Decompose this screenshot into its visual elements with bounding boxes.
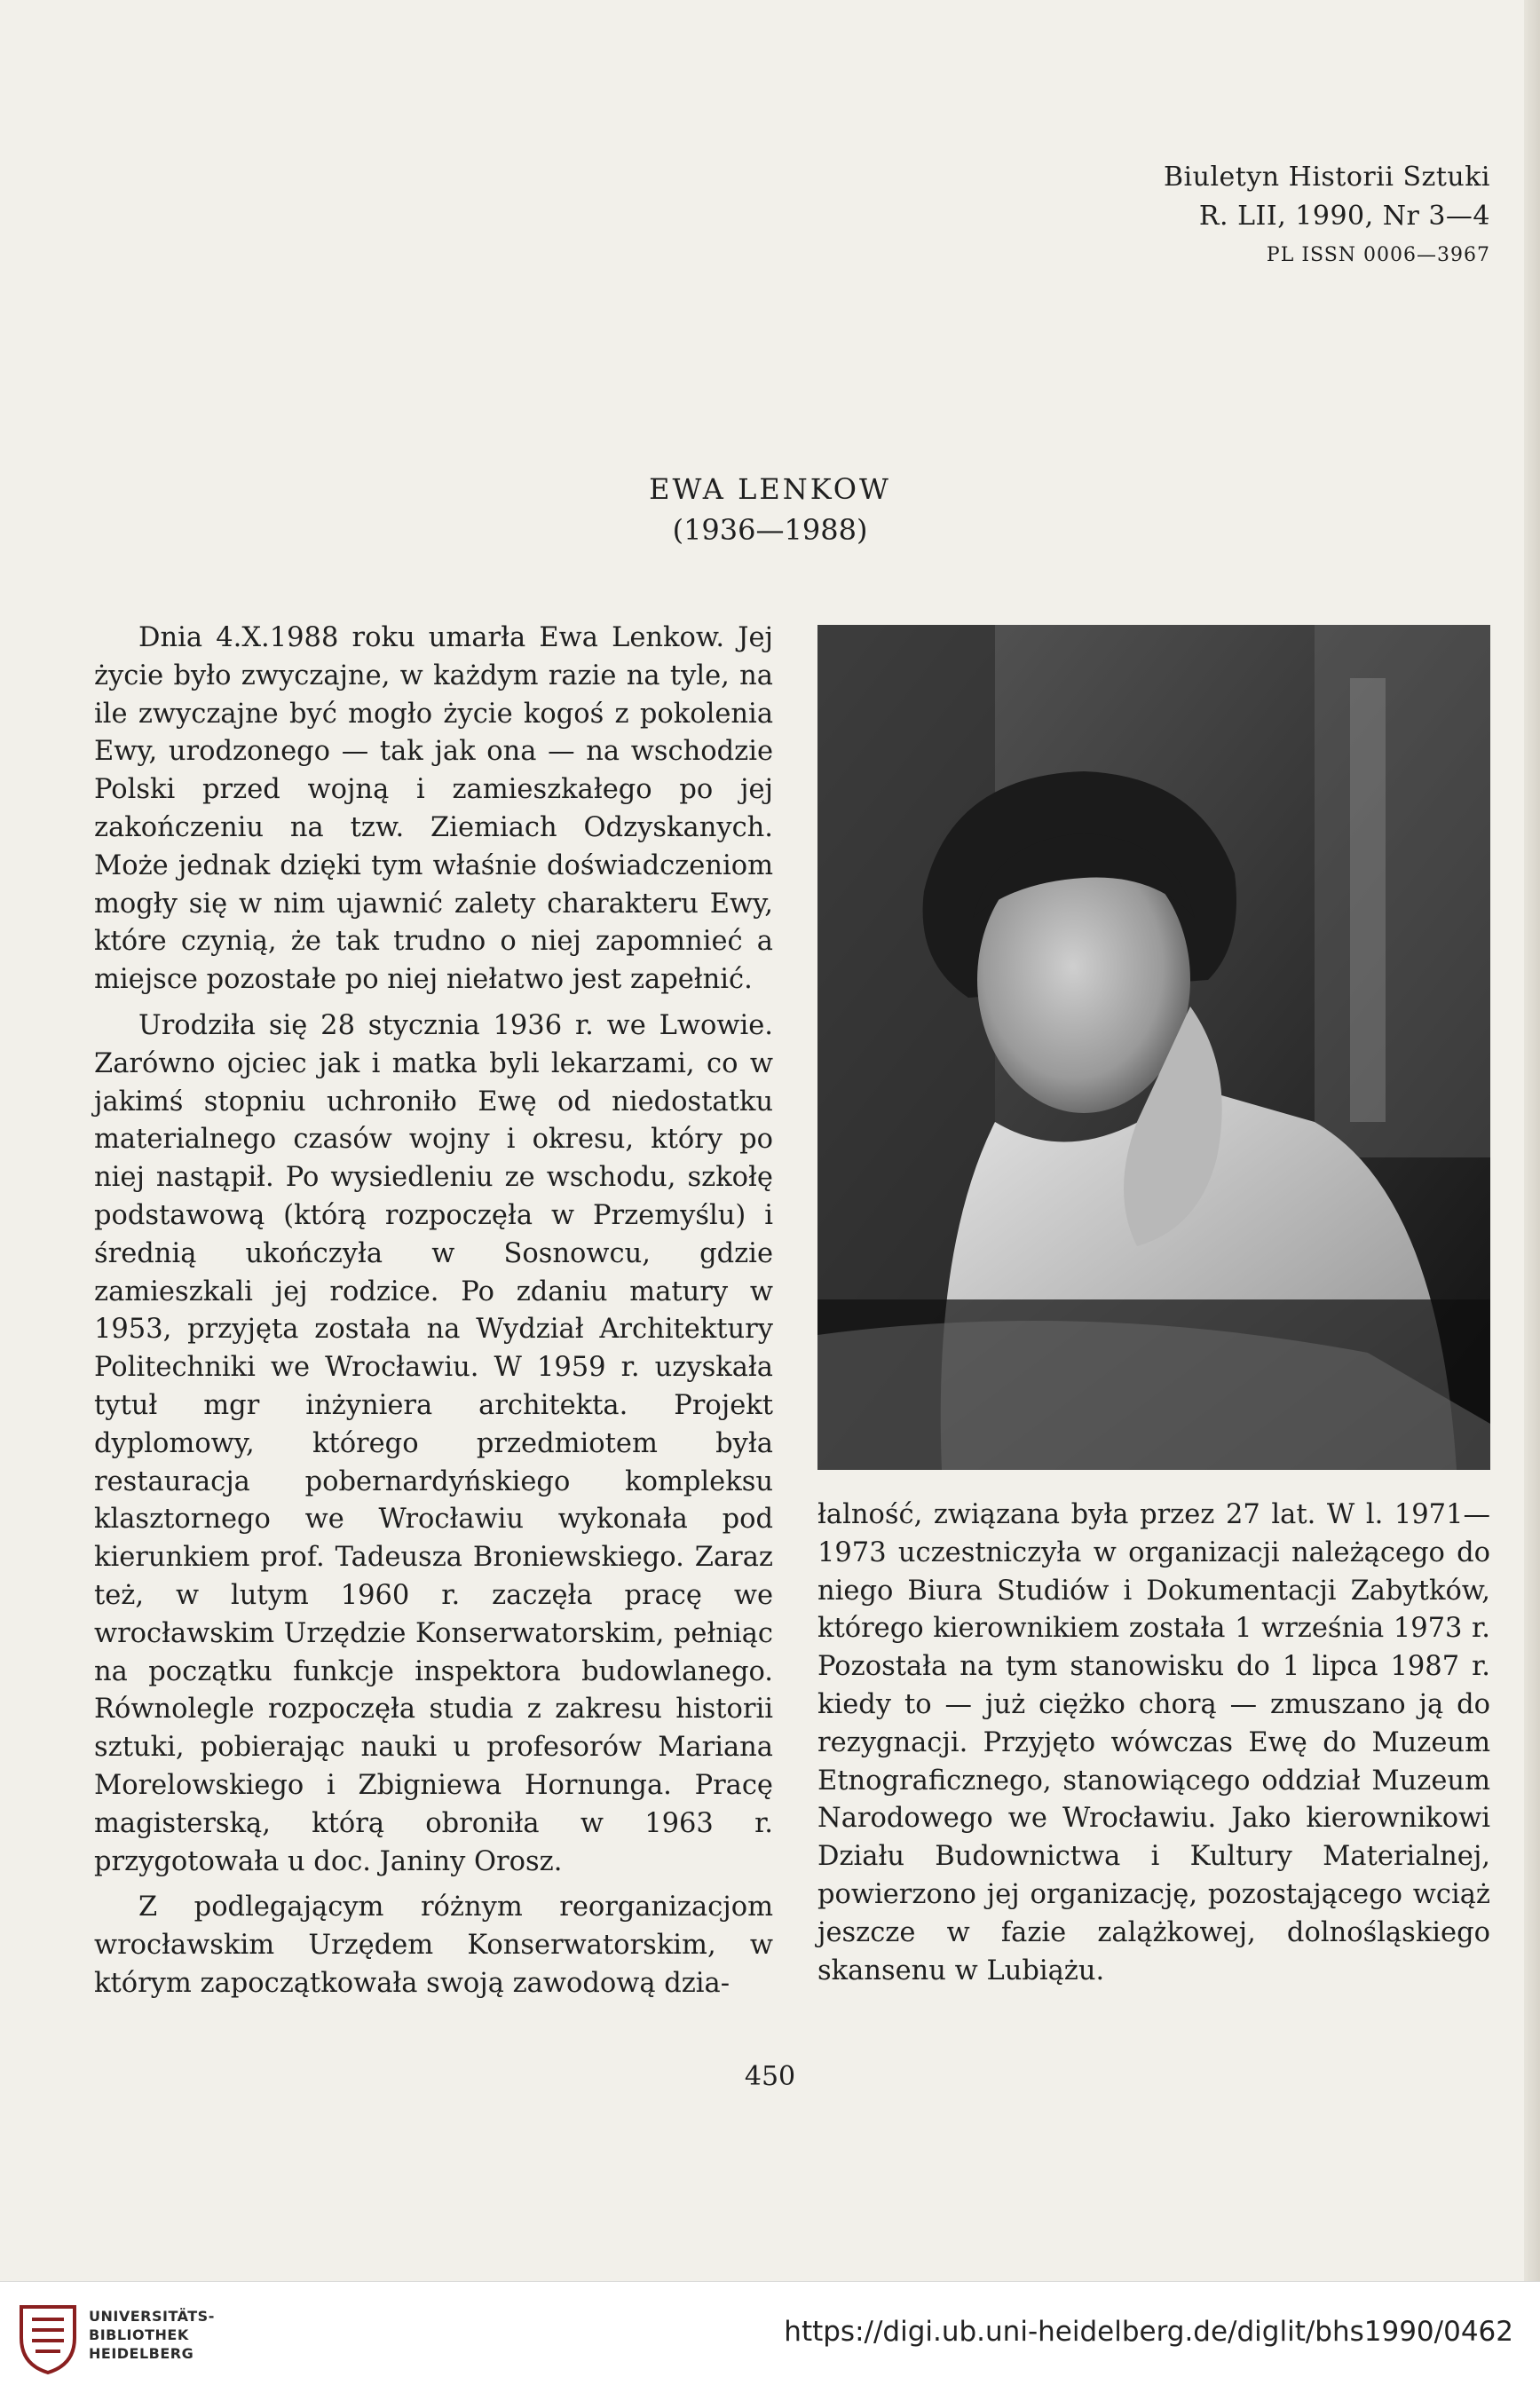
journal-header xyxy=(1164,158,1490,275)
paragraph: Z podlegającym różnym reorganizacjom wrocławskim Urzędem Konserwatorskim, w którym zapoczątkowała swoją zawodową dzia- xyxy=(94,1891,773,1999)
left-text-column xyxy=(94,620,773,2003)
journal-volume: R. LII, 1990, Nr 3—4 xyxy=(1198,201,1490,232)
footer-bar xyxy=(0,2281,1540,2393)
right-text-column xyxy=(817,1497,1490,1990)
journal-issn: PL ISSN 0006—3967 xyxy=(1266,244,1490,266)
paragraph: Dnia 4.X.1988 roku umarła Ewa Lenkow. Jej życie było zwyczajne, w każdym razie na tyle, na ile zwyczajne być mogło życie kogoś z pokolenia Ewy, urodzonego — tak jak ona — na wschodzie Polski przed wojną i zamieszkałego po jej zakończeniu na tzw. Ziemiach Odzyskanych. Może jednak dzięki tym właśnie doświadczeniom mogły się w nim ujawnić zalety charakteru Ewy, które czynią, że tak trudno o niej zapomnieć a miejsce pozostałe po niej niełatwo jest zapełnić. xyxy=(94,622,773,996)
page-number: 450 xyxy=(744,2061,796,2092)
paragraph: Urodziła się 28 stycznia 1936 r. we Lwowie. Zarówno ojciec jak i matka byli lekarzami, co w jakimś stopniu uchroniło Ewę od niedostatku materialnego czasów wojny i okresu, który po niej nastąpił. Po wysiedleniu ze wschodu, szkołę podstawową (którą rozpoczęła w Przemyślu) i średnią ukończyła w Sosnowcu, gdzie zamieszkali jej rodzice. Po zdaniu matury w 1953, przyjęta została na Wydział Architektury Politechniki we Wrocławiu. W 1959 r. uzyskała tytuł mgr inżyniera architekta. Projekt dyplomowy, którego przedmiotem była restauracja pobernardyńskiego kompleksu klasztornego we Wrocławiu wykonała pod kierunkiem prof. Tadeusza Broniewskiego. Zaraz też, w lutym 1960 r. zaczęła pracę we wrocławskim Urzędzie Konserwatorskim, pełniąc na początku funkcje inspektora budowlanego. Równolegle rozpoczęła studia z zakresu historii sztuki, pobierając nauki u profesorów Mariana Morelowskiego i Zbigniewa Hornunga. Pracę magisterską, którą obroniła w 1963 r. przygotowała u doc. Janiny Orosz. xyxy=(94,1009,773,1877)
source-url-link[interactable]: https://digi.ub.uni-heidelberg.de/diglit/bhs1990/0462 xyxy=(784,2316,1513,2348)
library-line: UNIVERSITÄTS- xyxy=(89,2308,215,2325)
library-line: BIBLIOTHEK xyxy=(89,2326,189,2343)
library-line: HEIDELBERG xyxy=(89,2345,194,2362)
portrait-photo xyxy=(817,625,1490,1470)
article-title xyxy=(0,469,1540,550)
university-library-logo xyxy=(12,2298,83,2376)
show-through-text xyxy=(692,160,701,191)
library-name xyxy=(89,2307,215,2363)
person-name: EWA LENKOW xyxy=(649,472,891,506)
paragraph: łalność, związana była przez 27 lat. W l. 1971—1973 uczestniczyła w organizacji należącego do niego Biura Studiów i Dokumentacji Zabytków, którego kierownikiem została 1 września 1973 r. Pozostała na tym stanowisku do 1 lipca 1987 r. kiedy to — już ciężko chorą — zmuszano ją do rezygnacji. Przyjęto wówczas Ewę do Muzeum Etnograficznego, stanowiącego oddział Muzeum Narodowego we Wrocławiu. Jako kierownikowi Działu Budownictwa i Kultury Materialnej, powierzono jej organizację, pozostającego wciąż jeszcze w fazie zalążkowej, dolnośląskiego skansenu w Lubiążu. xyxy=(817,1499,1490,1986)
page-edge xyxy=(1524,0,1540,2281)
person-years: (1936—1988) xyxy=(672,513,868,547)
journal-title: Biuletyn Historii Sztuki xyxy=(1163,162,1490,193)
